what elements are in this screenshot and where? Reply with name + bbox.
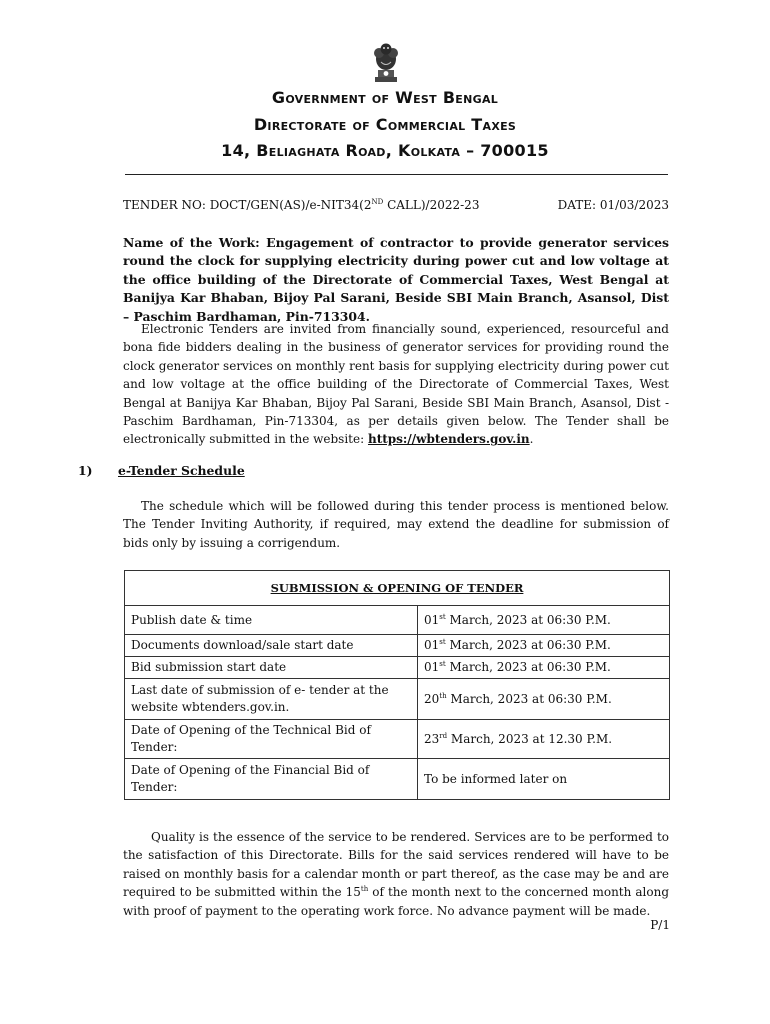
tender-number-sup: ND (371, 198, 384, 206)
value-sup: rd (439, 731, 448, 740)
state-emblem-icon (370, 40, 402, 84)
value-sup: st (439, 660, 446, 668)
value-rest: March, 2023 at 12.30 P.M. (447, 731, 613, 746)
tender-number (123, 198, 479, 212)
row-value (418, 720, 670, 759)
page-number: P/1 (650, 918, 670, 932)
value-rest: March, 2023 at 06:30 P.M. (445, 660, 611, 674)
table-row (125, 657, 670, 679)
row-label: Last date of submission of e- tender at the website wbtenders.gov.in. (125, 679, 418, 720)
row-label: Date of Opening of the Technical Bid of Tender: (125, 720, 418, 759)
row-label: Documents download/sale start date (125, 635, 418, 657)
schedule-text: The schedule which will be followed during this tender process is mentioned below. The Tender Inviting Authority, if required, may extend the deadline for submission of bids only by issuing a corrigendum. (123, 499, 669, 550)
intro-text: Electronic Tenders are invited from financially sound, experienced, resourceful and bona fide bidders dealing in the business of generator services for providing round the clock generator services on monthly rent basis for supplying electricity during power cut and low voltage at the office building of the Directorate of Commercial Taxes, West Bengal at Banijya Kar Bhaban, Bijoy Pal Sarani, Beside SBI Main Branch, Asansol, Dist - Paschim Bardhaman, Pin-713304, as per details given below. The Tender shall be electronically submitted in the website: (123, 322, 669, 447)
header-government: Government of West Bengal (271, 88, 499, 107)
value-rest: To be informed later on (424, 771, 568, 786)
quality-sup: th (360, 885, 369, 894)
intro-end: . (529, 432, 534, 447)
tender-number-prefix: TENDER NO: DOCT/GEN(AS)/e-NIT34(2 (123, 198, 372, 212)
header-directorate: Directorate of Commercial Taxes (253, 115, 517, 134)
value-day: 01 (424, 638, 440, 652)
value-sup: st (439, 638, 446, 646)
quality-text-1: Quality is the essence of the service to be rendered. Services are to be performed to the satisfaction of this Directorate. Bills for the said services rendered will have to be raised on monthly basis for a calendar month or part thereof, as the case may be and are required to be submitted within the 15 (123, 830, 669, 900)
row-label: Date of Opening of the Financial Bid of Tender: (125, 759, 418, 800)
schedule-paragraph (123, 497, 669, 552)
section-number: 1) (78, 463, 93, 478)
value-sup: th (439, 691, 447, 700)
value-day: 23 (424, 731, 440, 746)
row-value (418, 635, 670, 657)
schedule-table-heading: SUBMISSION & OPENING OF TENDER (125, 571, 670, 606)
tender-number-suffix: CALL)/2022-23 (383, 198, 480, 212)
row-label: Bid submission start date (125, 657, 418, 679)
tender-date: DATE: 01/03/2023 (557, 198, 669, 212)
value-sup: st (439, 612, 446, 621)
schedule-table (124, 570, 670, 800)
value-rest: March, 2023 at 06:30 P.M. (445, 612, 611, 627)
value-rest: March, 2023 at 06:30 P.M. (446, 691, 612, 706)
row-value (418, 606, 670, 635)
quality-paragraph (123, 828, 669, 920)
value-day: 01 (424, 660, 440, 674)
table-row (125, 679, 670, 720)
table-row (125, 606, 670, 635)
quality-text-2: of the month next to the concerned month along with proof of payment to the operating work force. No advance payment will be made. (123, 885, 670, 918)
table-row (125, 720, 670, 759)
value-rest: March, 2023 at 06:30 P.M. (445, 638, 611, 652)
row-value (418, 657, 670, 679)
row-value (418, 679, 670, 720)
row-label: Publish date & time (125, 606, 418, 635)
header-address: 14, Beliaghata Road, Kolkata – 700015 (221, 141, 549, 160)
tender-reference-row (123, 198, 669, 212)
header-divider (125, 174, 668, 175)
value-day: 20 (424, 691, 440, 706)
section-title: e-Tender Schedule (118, 463, 245, 478)
value-day: 01 (424, 612, 440, 627)
intro-paragraph (123, 320, 669, 449)
row-value (418, 759, 670, 800)
table-row (125, 635, 670, 657)
name-of-work: Name of the Work: Engagement of contractor to provide generator services round the clock for supplying electricity during power cut and low voltage at the office building of the Directorate of Commercial Taxes, West Bengal at Banijya Kar Bhaban, Bijoy Pal Sarani, Beside SBI Main Branch, Asansol, Dist – Paschim Bardhaman, Pin-713304. (123, 235, 669, 324)
table-row (125, 759, 670, 800)
wbtenders-link[interactable]: https://wbtenders.gov.in (367, 432, 530, 447)
